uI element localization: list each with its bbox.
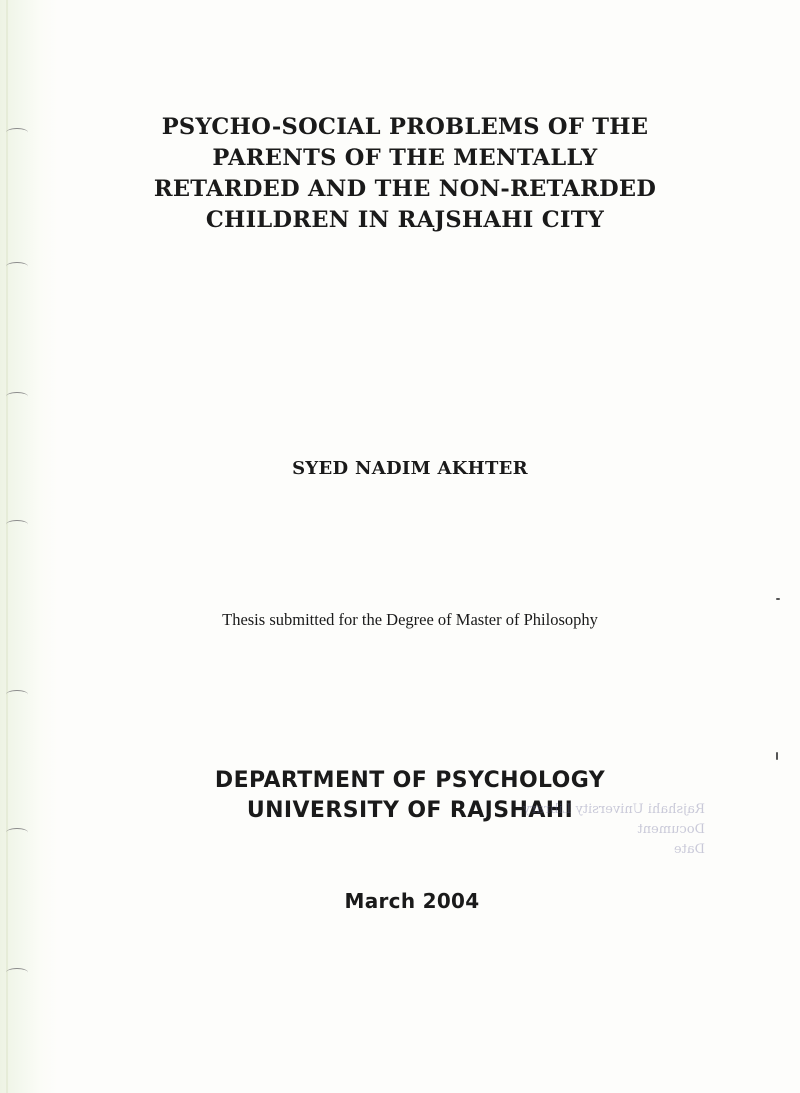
title-line: RETARDED AND THE NON-RETARDED bbox=[153, 176, 657, 202]
thesis-title bbox=[0, 112, 800, 236]
staple-mark bbox=[6, 690, 28, 699]
title-line: PSYCHO-SOCIAL PROBLEMS OF THE bbox=[161, 114, 649, 140]
title-line: CHILDREN IN RAJSHAHI CITY bbox=[205, 207, 605, 233]
staple-mark bbox=[6, 828, 28, 837]
staple-mark bbox=[6, 520, 28, 529]
staple-mark bbox=[6, 262, 28, 271]
department-name: DEPARTMENT OF PSYCHOLOGY bbox=[214, 768, 606, 793]
staple-mark bbox=[6, 392, 28, 401]
scan-speck bbox=[776, 752, 778, 760]
stamp-line: Rajshahi University Library bbox=[522, 802, 705, 817]
stamp-line: Date bbox=[673, 842, 705, 857]
author-name: SYED NADIM AKHTER bbox=[292, 458, 528, 479]
staple-mark bbox=[6, 968, 28, 977]
stamp-line: Document bbox=[637, 822, 705, 837]
library-stamp bbox=[522, 800, 705, 880]
scan-speck bbox=[776, 598, 780, 600]
title-line: PARENTS OF THE MENTALLY bbox=[212, 145, 598, 171]
degree-statement: Thesis submitted for the Degree of Master of Philosophy bbox=[222, 610, 598, 629]
university-name: UNIVERSITY OF RAJSHAHI bbox=[246, 798, 574, 823]
submission-date: March 2004 bbox=[344, 889, 480, 913]
